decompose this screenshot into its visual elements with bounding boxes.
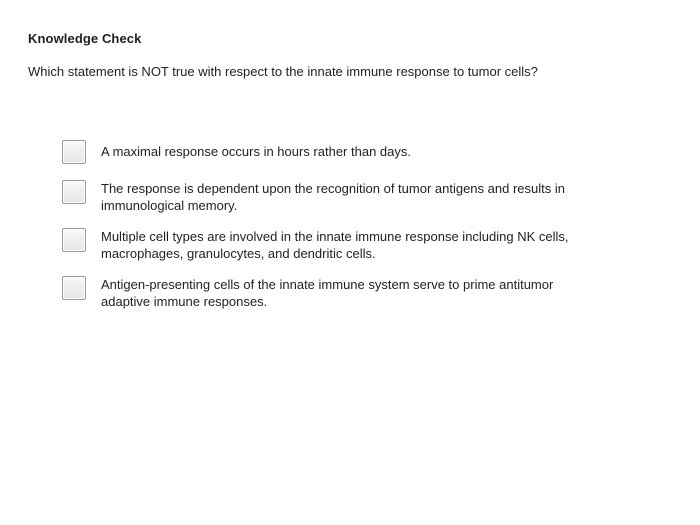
answer-label-4[interactable]: Antigen-presenting cells of the innate immune system serve to prime antitumor adaptive immune responses. bbox=[101, 277, 554, 309]
answer-checkbox-4[interactable] bbox=[62, 276, 86, 300]
answer-checkbox-1[interactable] bbox=[62, 140, 86, 164]
answer-checkbox-3[interactable] bbox=[62, 228, 86, 252]
answer-option-3[interactable] bbox=[62, 226, 582, 262]
answer-option-1[interactable] bbox=[62, 138, 582, 166]
answer-options bbox=[62, 138, 582, 310]
answer-label-3[interactable]: Multiple cell types are involved in the innate immune response including NK cells, macrophages, granulocytes, and dendritic cells. bbox=[101, 229, 569, 261]
answer-label-2[interactable]: The response is dependent upon the recognition of tumor antigens and results in immunological memory. bbox=[101, 181, 565, 213]
page-title: Knowledge Check bbox=[28, 31, 142, 46]
answer-option-2[interactable] bbox=[62, 178, 582, 214]
answer-label-1[interactable]: A maximal response occurs in hours rather than days. bbox=[101, 144, 411, 159]
answer-option-4[interactable] bbox=[62, 274, 582, 310]
question-text: Which statement is NOT true with respect to the innate immune response to tumor cells? bbox=[28, 64, 538, 79]
answer-checkbox-2[interactable] bbox=[62, 180, 86, 204]
